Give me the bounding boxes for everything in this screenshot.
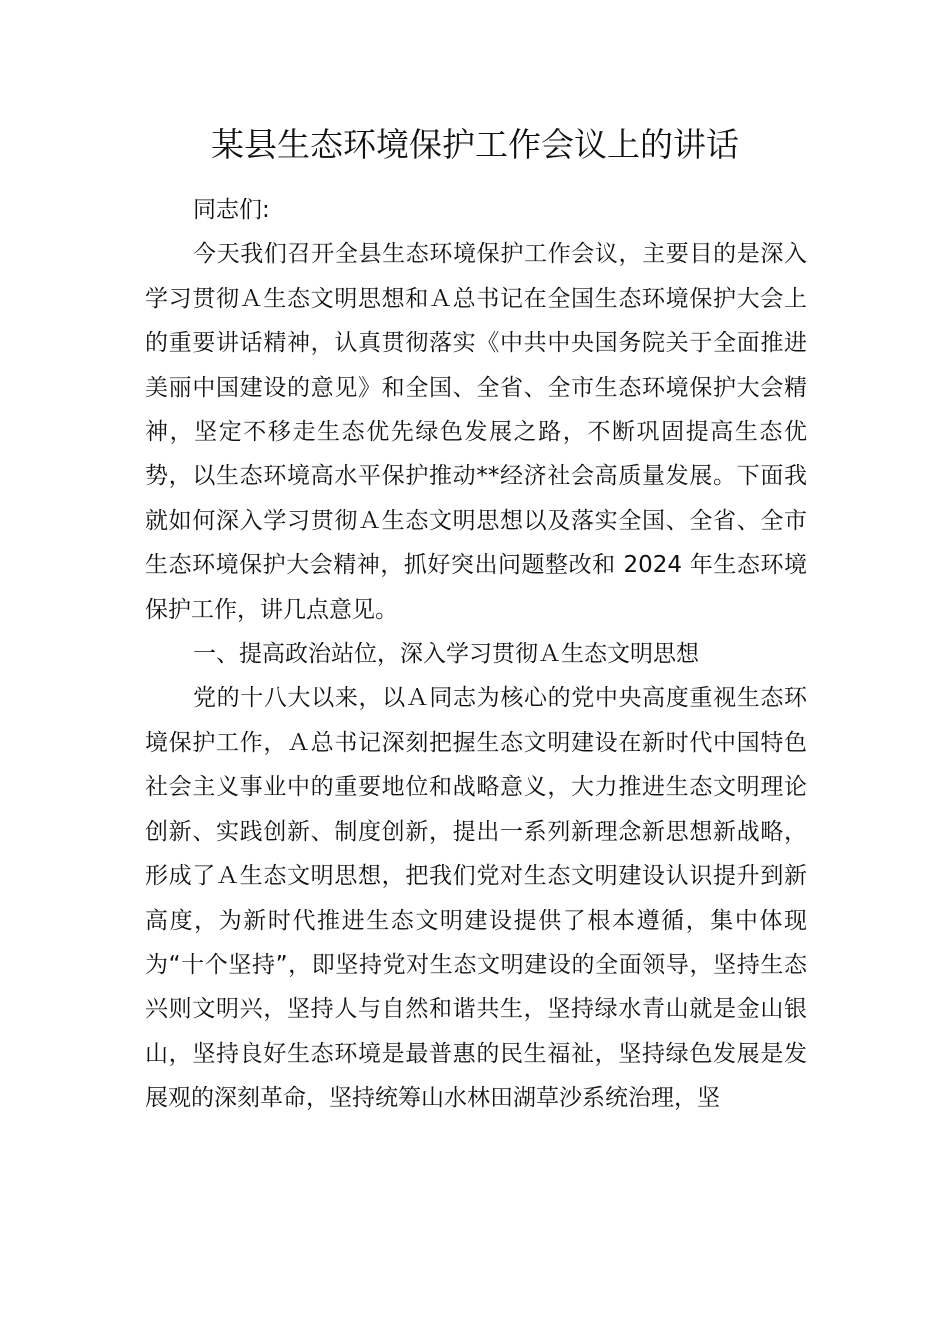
- document-body: [145, 188, 807, 1121]
- section-paragraph: 党的十八大以来，以Ａ同志为核心的党中央高度重视生态环境保护工作，Ａ总书记深刻把握生态文明建设在新时代中国特色社会主义事业中的重要地位和战略意义，大力推进生态文明理论创新、实践创新、制度创新，提出一系列新理念新思想新战略，形成了Ａ生态文明思想，把我们党对生态文明建设认识提升到新高度，为新时代推进生态文明建设提供了根本遵循，集中体现为“十个坚持”，即坚持党对生态文明建设的全面领导，坚持生态兴则文明兴，坚持人与自然和谐共生，坚持绿水青山就是金山银山，坚持良好生态环境是最普惠的民生福祉，坚持绿色发展是发展观的深刻革命，坚持统筹山水林田湖草沙系统治理，坚: [145, 685, 807, 1112]
- salutation: 同志们:: [193, 197, 270, 223]
- document-title: 某县生态环境保护工作会议上的讲话: [211, 125, 739, 164]
- section-heading: 一、提高政治站位，深入学习贯彻Ａ生态文明思想: [193, 641, 699, 668]
- intro-paragraph: 今天我们召开全县生态环境保护工作会议，主要目的是深入学习贯彻Ａ生态文明思想和Ａ总书记在全国生态环境保护大会上的重要讲话精神，认真贯彻落实《中共中央国务院关于全面推进美丽中国建设的意见》和全国、全省、全市生态环境保护大会精神，坚定不移走生态优先绿色发展之路，不断巩固提高生态优势，以生态环境高水平保护推动**经济社会高质量发展。下面我就如何深入学习贯彻Ａ生态文明思想以及落实全国、全省、全市生态环境保护大会精神，抓好突出问题整改和 2024 年生态环境保护工作，讲几点意见。: [145, 241, 807, 623]
